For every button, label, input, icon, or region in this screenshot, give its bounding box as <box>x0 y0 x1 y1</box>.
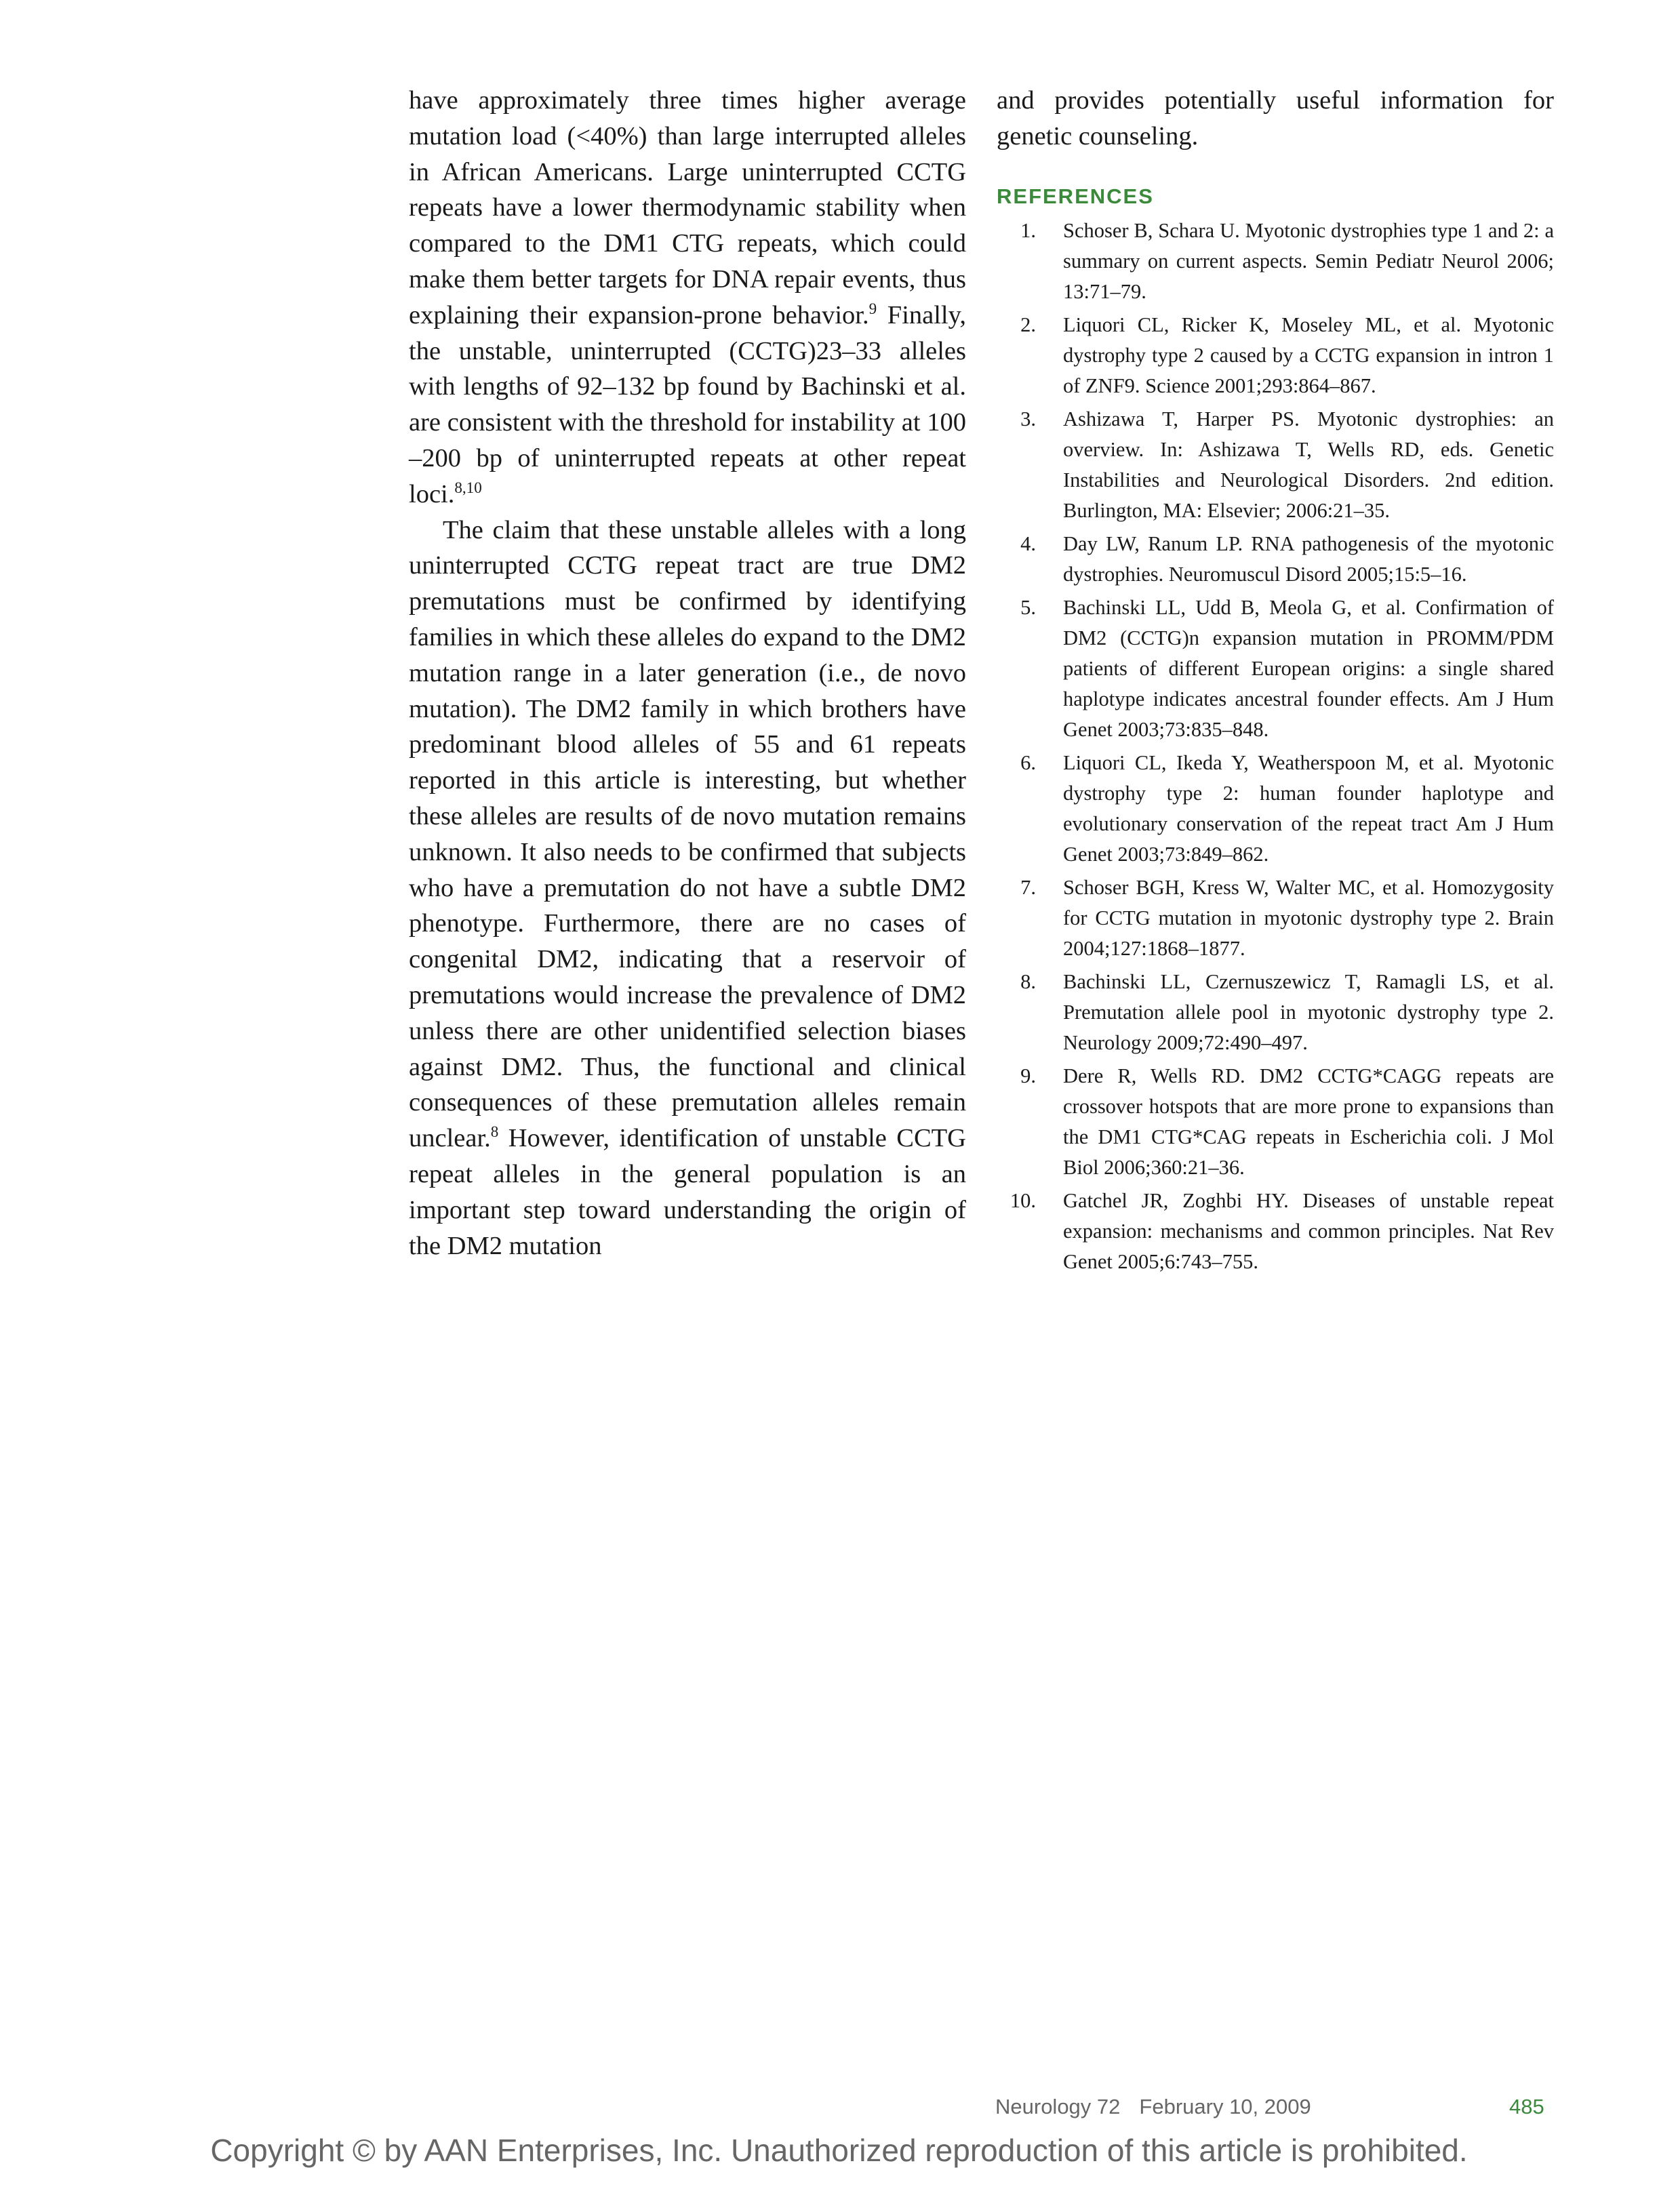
paragraph-text: However, identification of unstable CCTG repeat alleles in the general population is an important step toward understanding the origin of the DM2 mutation <box>409 1124 966 1260</box>
reference-number: 4. <box>1020 531 1036 555</box>
reference-list <box>997 216 1554 1277</box>
reference-number: 8. <box>1020 969 1036 993</box>
reference-text: Schoser BGH, Kress W, Walter MC, et al. Homozygosity for CCTG mutation in myotonic dystrophy type 2. Brain 2004;127:1868–1877. <box>1063 875 1554 960</box>
paragraph-text: Finally, the unstable, uninterrupted (CCTG)23–33 alleles with lengths of 92–132 bp found by Bachinski et al. are consistent with the threshold for instability at 100 –200 bp of uninterrupted repeats at other repeat loci. <box>409 300 966 508</box>
reference-item <box>997 748 1554 870</box>
footer-journal-info <box>995 2095 1311 2119</box>
reference-item <box>997 404 1554 526</box>
citation-superscript: 8 <box>490 1123 499 1141</box>
body-paragraph-1 <box>409 83 966 512</box>
reference-item <box>997 967 1554 1058</box>
reference-item <box>997 592 1554 745</box>
reference-item <box>997 216 1554 307</box>
reference-text: Dere R, Wells RD. DM2 CCTG*CAGG repeats are crossover hotspots that are more prone to expansions than the DM1 CTG*CAG repeats in Escherichia coli. J Mol Biol 2006;360:21–36. <box>1063 1064 1554 1179</box>
citation-superscript: 9 <box>868 299 877 317</box>
continuation-paragraph: and provides potentially useful information for genetic counseling. <box>997 86 1554 150</box>
reference-text: Ashizawa T, Harper PS. Myotonic dystrophies: an overview. In: Ashizawa T, Wells RD, eds. Genetic Instabilities and Neurological Disorders. 2nd edition. Burlington, MA: Elsevier; 2006:21–35. <box>1063 407 1554 522</box>
reference-text: Day LW, Ranum LP. RNA pathogenesis of the myotonic dystrophies. Neuromuscul Disord 2005;15:5–16. <box>1063 531 1554 586</box>
body-paragraph-2 <box>409 512 966 1264</box>
references-heading: REFERENCES <box>997 184 1154 208</box>
left-column <box>409 83 966 1264</box>
paragraph-text: have approximately three times higher average mutation load (<40%) than large interrupted alleles in African Americans. Large uninterrupted CCTG repeats have a lower thermodynamic stability when compared to the DM1 CTG repeats, which could make them better targets for DNA repair events, thus explaining their expansion-prone behavior. <box>409 86 966 329</box>
paragraph-text: The claim that these unstable alleles with a long uninterrupted CCTG repeat tract are true DM2 premutations must be confirmed by identifying families in which these alleles do expand to the DM2 mutation range in a later generation (i.e., de novo mutation). The DM2 family in which brothers have predominant blood alleles of 55 and 61 repeats reported in this article is interesting, but whether these alleles are results of de novo mutation remains unknown. It also needs to be confirmed that subjects who have a premutation do not have a subtle DM2 phenotype. Furthermore, there are no cases of congenital DM2, indicating that a reservoir of premutations would increase the prevalence of DM2 unless there are other unidentified selection biases against DM2. Thus, the functional and clinical consequences of these premutation alleles remain unclear. <box>409 515 966 1153</box>
reference-text: Gatchel JR, Zoghbi HY. Diseases of unstable repeat expansion: mechanisms and common principles. Nat Rev Genet 2005;6:743–755. <box>1063 1188 1554 1273</box>
reference-text: Liquori CL, Ricker K, Moseley ML, et al. Myotonic dystrophy type 2 caused by a CCTG expansion in intron 1 of ZNF9. Science 2001;293:864–867. <box>1063 313 1554 397</box>
reference-text: Schoser B, Schara U. Myotonic dystrophies type 1 and 2: a summary on current aspects. Semin Pediatr Neurol 2006; 13:71–79. <box>1063 218 1554 303</box>
citation-superscript: 8,10 <box>454 478 482 496</box>
page-number: 485 <box>1509 2095 1544 2118</box>
reference-number: 6. <box>1020 750 1036 774</box>
reference-number: 5. <box>1020 595 1036 619</box>
reference-text: Bachinski LL, Udd B, Meola G, et al. Confirmation of DM2 (CCTG)n expansion mutation in PROMM/PDM patients of different European origins: a single shared haplotype indicates ancestral founder effects. Am J Hum Genet 2003;73:835–848. <box>1063 595 1554 741</box>
copyright-notice: Copyright © by AAN Enterprises, Inc. Unauthorized reproduction of this article is prohibited. <box>210 2133 1468 2168</box>
reference-item <box>997 1186 1554 1277</box>
reference-text: Bachinski LL, Czernuszewicz T, Ramagli LS, et al. Premutation allele pool in myotonic dystrophy type 2. Neurology 2009;72:490–497. <box>1063 969 1554 1054</box>
reference-text: Liquori CL, Ikeda Y, Weatherspoon M, et al. Myotonic dystrophy type 2: human founder haplotype and evolutionary conservation of the repeat tract Am J Hum Genet 2003;73:849–862. <box>1063 750 1554 866</box>
reference-number: 1. <box>1020 218 1036 242</box>
issue-date: February 10, 2009 <box>1139 2095 1311 2118</box>
reference-number: 7. <box>1020 875 1036 899</box>
reference-number: 3. <box>1020 407 1036 430</box>
reference-number: 2. <box>1020 313 1036 336</box>
journal-name: Neurology 72 <box>995 2095 1121 2118</box>
reference-item <box>997 529 1554 590</box>
reference-number: 9. <box>1020 1064 1036 1087</box>
reference-number: 10. <box>1010 1188 1036 1212</box>
reference-item <box>997 872 1554 964</box>
right-column <box>997 83 1554 1280</box>
reference-item <box>997 310 1554 401</box>
reference-item <box>997 1061 1554 1183</box>
